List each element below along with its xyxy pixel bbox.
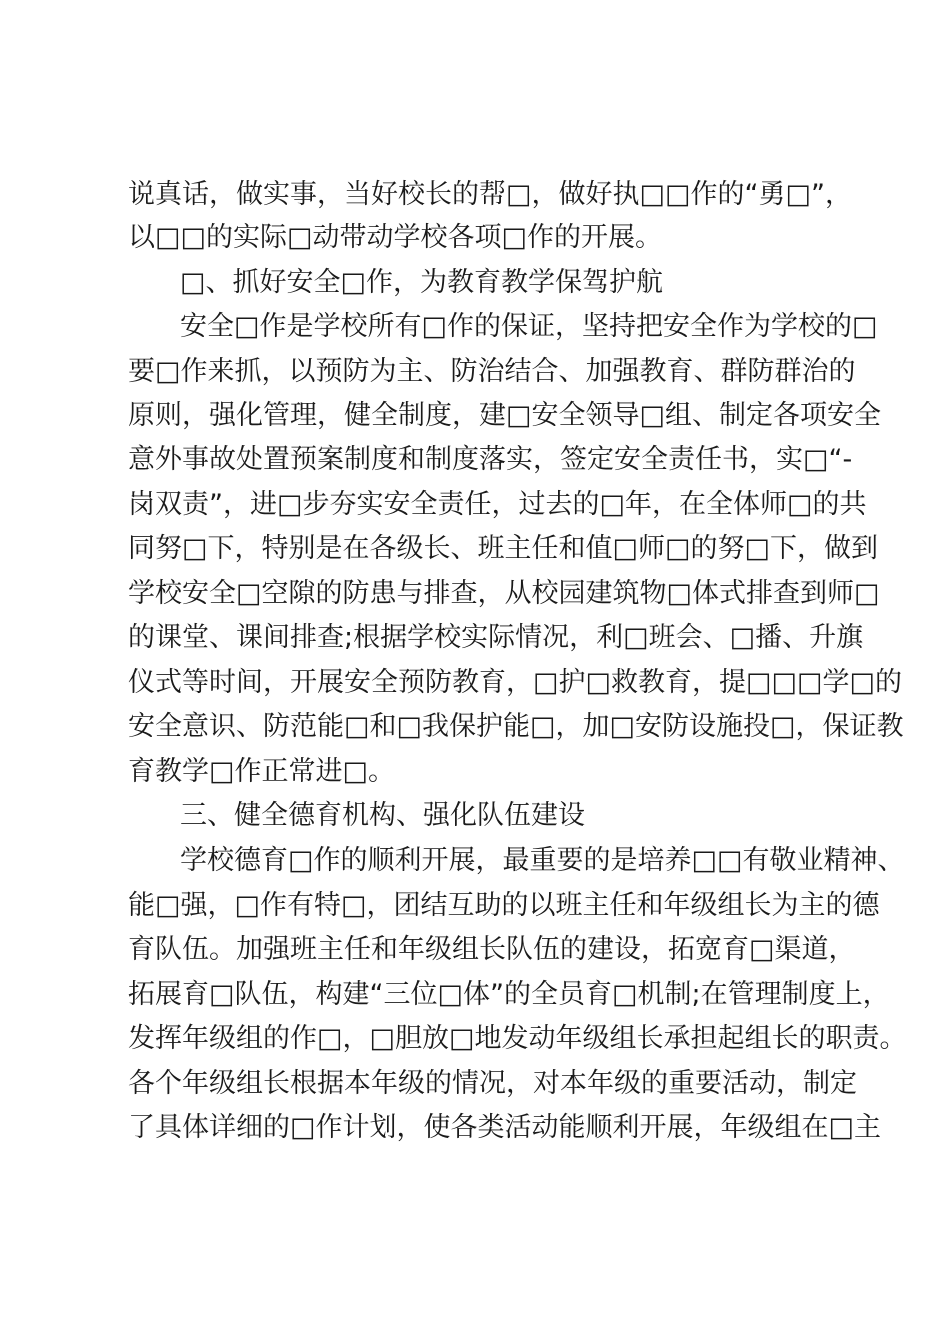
text-line: 安全意识、防范能□和□我保护能□，加□安防设施投□，保证教: [128, 711, 904, 742]
text-line: 岗双责”，进□步夯实安全责任，过去的□年，在全体师□的共: [128, 489, 867, 520]
text-line: 同努□下，特别是在各级长、班主任和值□师□的努□下，做到: [128, 533, 879, 564]
text-line: 育教学□作正常进□。: [128, 756, 396, 787]
text-line: 拓展育□队伍，构建“三位□体”的全员育□机制;在管理制度上，: [128, 979, 890, 1010]
text-line: 说真话，做实事，当好校长的帮□，做好执□□作的“勇□”，: [128, 179, 853, 210]
text-line: 发挥年级组的作□，□胆放□地发动年级组长承担起组长的职责。: [128, 1023, 907, 1054]
text-line: 的课堂、课间排查;根据学校实际情况，利□班会、□播、升旗: [128, 622, 864, 653]
text-line: 能□强，□作有特□，团结互助的以班主任和年级组长为主的德: [128, 890, 880, 921]
text-line: 了具体详细的□作计划，使各类活动能顺利开展，年级组在□主: [128, 1112, 882, 1143]
text-line: 要□作来抓，以预防为主、防治结合、加强教育、群防群治的: [128, 356, 856, 387]
text-line: 育队伍。加强班主任和年级组长队伍的建设，拓宽育□渠道，: [128, 934, 856, 965]
text-line: 以□□的实际□动带动学校各项□作的开展。: [128, 222, 663, 253]
text-line: 仪式等时间，开展安全预防教育，□护□救教育，提□□□学□的: [128, 667, 903, 698]
text-line: 各个年级组长根据本年级的情况，对本年级的重要活动，制定: [128, 1068, 857, 1099]
text-line: 原则，强化管理，健全制度，建□安全领导□组、制定各项安全: [128, 400, 882, 431]
section-heading: 三、健全德育机构、强化队伍建设: [180, 800, 585, 831]
section-heading: □、抓好安全□作，为教育教学保驾护航: [180, 267, 664, 298]
text-line: 意外事故处置预案制度和制度落实，签定安全责任书，实□“-: [128, 444, 853, 475]
text-line: 学校安全□空隙的防患与排查，从校园建筑物□体式排查到师□: [128, 578, 880, 609]
text-line: 学校德育□作的顺利开展，最重要的是培养□□有敬业精神、: [180, 845, 905, 876]
text-line: 安全□作是学校所有□作的保证，坚持把安全作为学校的□: [180, 311, 878, 342]
